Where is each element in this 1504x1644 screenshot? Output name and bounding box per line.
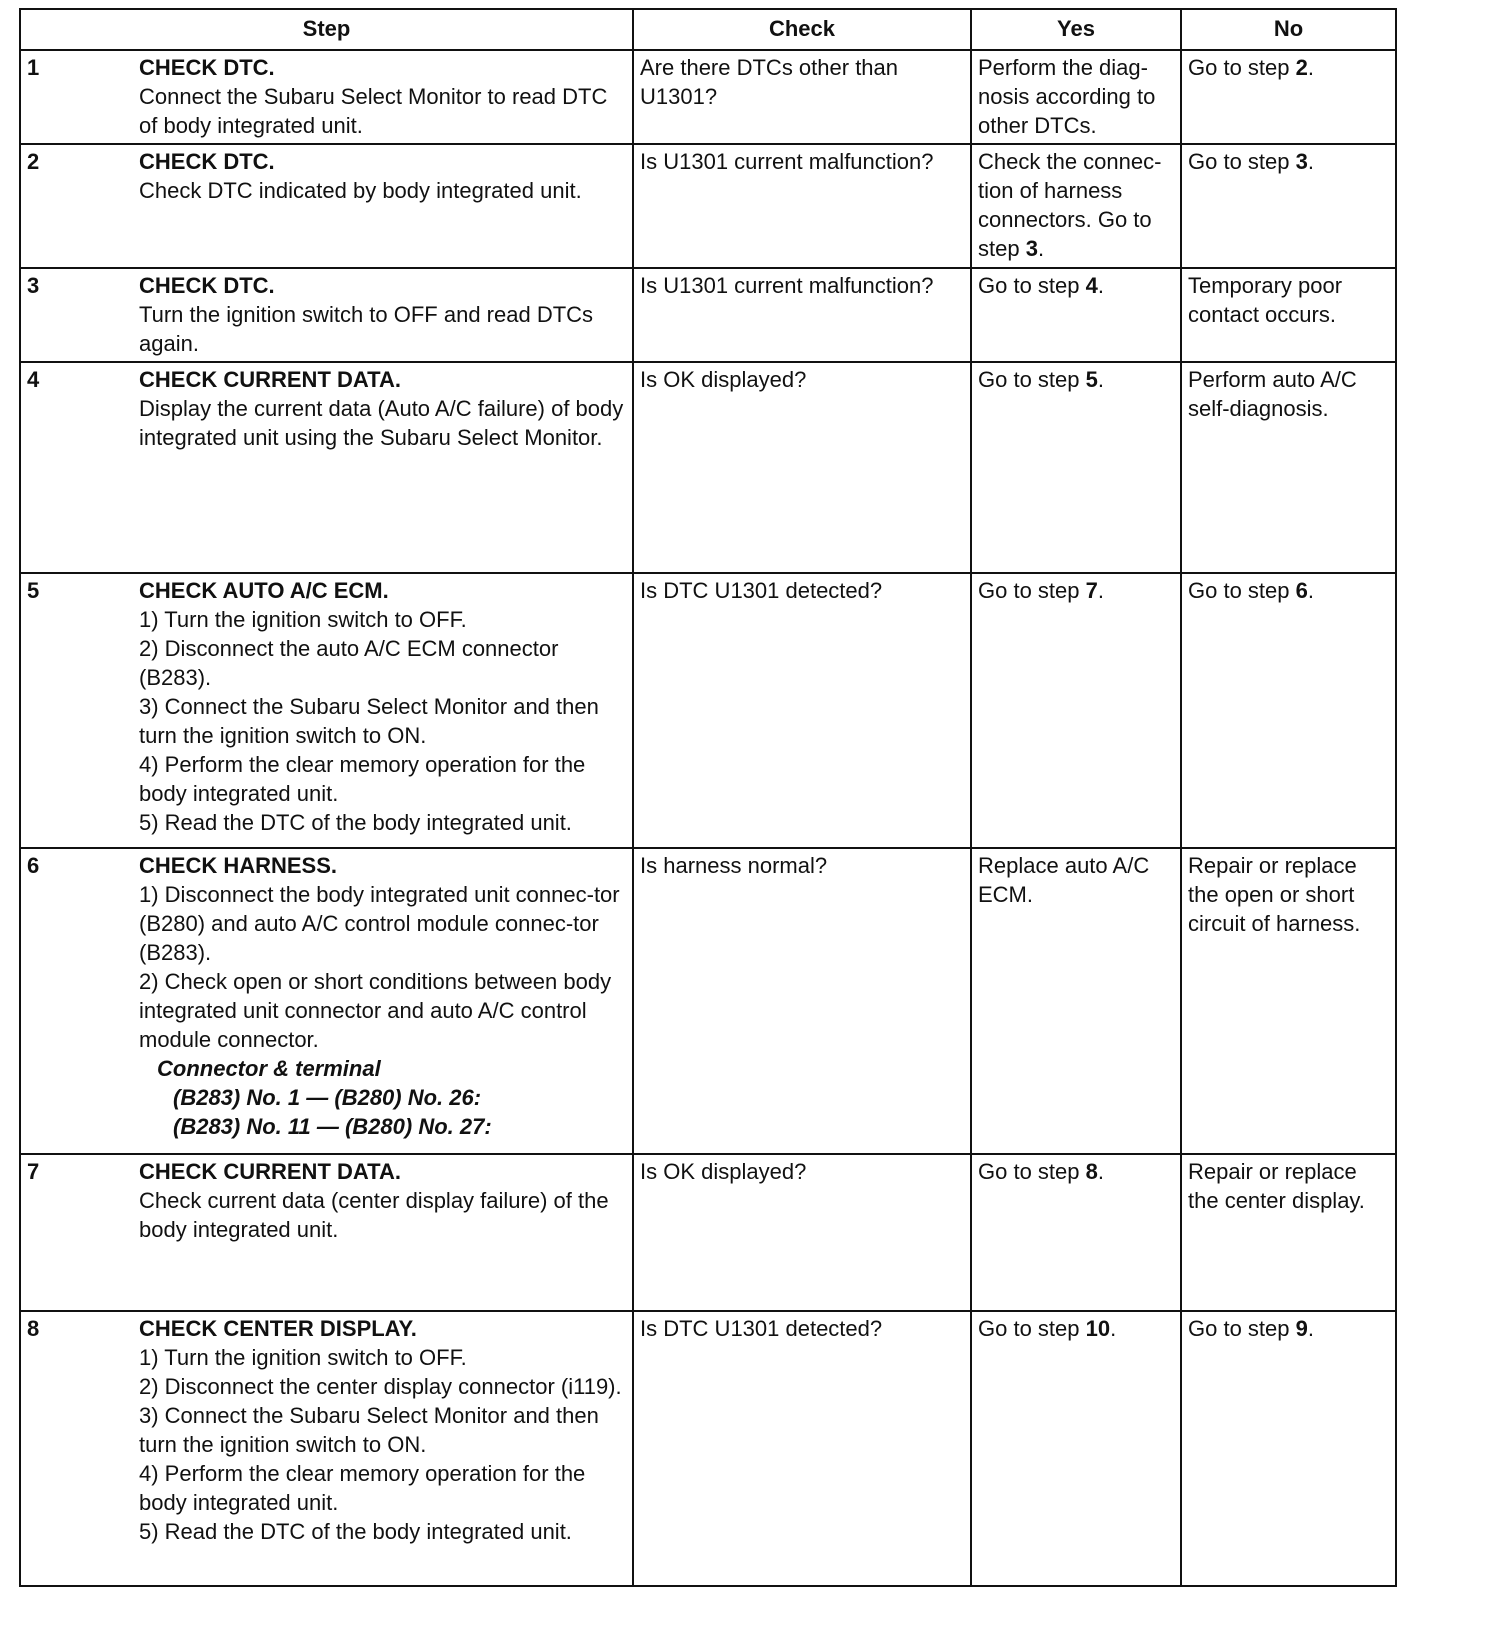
yes-cell: Perform the diag-nosis according to other DTCs.	[971, 50, 1181, 144]
step-title: CHECK AUTO A/C ECM.	[139, 578, 389, 603]
yes-text: Go to step	[978, 273, 1086, 298]
table-row	[20, 848, 1396, 1154]
no-cell	[1181, 144, 1396, 268]
yes-suffix: .	[1097, 1159, 1104, 1184]
header-no: No	[1181, 9, 1396, 50]
check-cell: Are there DTCs other than U1301?	[633, 50, 971, 144]
no-text: Go to step	[1188, 1316, 1296, 1341]
yes-text: Go to step	[978, 1316, 1086, 1341]
step-item: 2) Disconnect the center display connector (i119).	[139, 1374, 622, 1399]
no-suffix: .	[1307, 1316, 1314, 1341]
step-item: 2) Disconnect the auto A/C ECM connector (B283).	[139, 636, 559, 690]
step-cell	[20, 268, 633, 362]
yes-text: Go to step	[978, 1159, 1086, 1184]
step-item: 3) Connect the Subaru Select Monitor and then turn the ignition switch to ON.	[139, 1403, 599, 1457]
no-text: Go to step	[1188, 55, 1296, 80]
yes-suffix: .	[1097, 273, 1104, 298]
step-item: 1) Turn the ignition switch to OFF.	[139, 1345, 467, 1370]
step-item: 4) Perform the clear memory operation for the body integrated unit.	[139, 752, 586, 806]
step-item: 2) Check open or short conditions between body integrated unit connector and auto A/C control module connector.	[139, 969, 612, 1052]
step-title: CHECK CENTER DISPLAY.	[139, 1316, 417, 1341]
step-title: CHECK DTC.	[139, 55, 275, 80]
yes-cell	[971, 1154, 1181, 1311]
step-cell	[20, 144, 633, 268]
step-item: 4) Perform the clear memory operation for the body integrated unit.	[139, 1461, 586, 1515]
step-cell	[20, 1154, 633, 1311]
step-cell	[20, 50, 633, 144]
yes-text: Go to step	[978, 578, 1086, 603]
table-row	[20, 1154, 1396, 1311]
check-cell: Is harness normal?	[633, 848, 971, 1154]
step-number: 6	[27, 853, 40, 878]
no-cell: Repair or replace the open or short circuit of harness.	[1181, 848, 1396, 1154]
step-title: CHECK DTC.	[139, 149, 275, 174]
header-yes: Yes	[971, 9, 1181, 50]
step-cell	[20, 573, 633, 848]
step-cell	[20, 848, 633, 1154]
step-number: 5	[27, 578, 40, 603]
step-number: 8	[27, 1316, 40, 1341]
header-step: Step	[20, 9, 633, 50]
step-description: Connect the Subaru Select Monitor to read DTC of body integrated unit.	[139, 84, 608, 138]
no-cell: Perform auto A/C self-diagnosis.	[1181, 362, 1396, 573]
check-cell: Is OK displayed?	[633, 1154, 971, 1311]
connector-terminal-item: (B283) No. 11 — (B280) No. 27:	[173, 1114, 492, 1139]
step-number: 1	[27, 55, 40, 80]
no-suffix: .	[1307, 55, 1314, 80]
yes-suffix: .	[1097, 367, 1104, 392]
step-item: 5) Read the DTC of the body integrated unit.	[139, 1519, 572, 1544]
yes-cell: Replace auto A/C ECM.	[971, 848, 1181, 1154]
step-number: 7	[27, 1159, 40, 1184]
step-number: 4	[27, 367, 40, 392]
yes-step-ref: 4	[1085, 273, 1098, 298]
yes-text: Check the connec-tion of harness connectors. Go to step	[978, 149, 1162, 261]
no-cell	[1181, 50, 1396, 144]
step-item: 3) Connect the Subaru Select Monitor and then turn the ignition switch to ON.	[139, 694, 599, 748]
step-item: 5) Read the DTC of the body integrated unit.	[139, 810, 572, 835]
step-cell	[20, 1311, 633, 1586]
connector-terminal-title: Connector & terminal	[157, 1056, 381, 1081]
step-title: CHECK CURRENT DATA.	[139, 1159, 401, 1184]
no-cell	[1181, 1311, 1396, 1586]
yes-step-ref: 7	[1085, 578, 1098, 603]
no-suffix: .	[1307, 578, 1314, 603]
yes-suffix: .	[1037, 236, 1045, 261]
step-item: 1) Turn the ignition switch to OFF.	[139, 607, 467, 632]
header-check: Check	[633, 9, 971, 50]
step-number: 3	[27, 273, 40, 298]
check-cell: Is U1301 current malfunction?	[633, 268, 971, 362]
check-cell: Is U1301 current malfunction?	[633, 144, 971, 268]
no-cell	[1181, 573, 1396, 848]
step-description: Check DTC indicated by body integrated unit.	[139, 178, 582, 203]
table-row	[20, 573, 1396, 848]
no-step-ref: 3	[1295, 149, 1308, 174]
yes-text: Go to step	[978, 367, 1086, 392]
yes-cell	[971, 144, 1181, 268]
step-description: Turn the ignition switch to OFF and read DTCs again.	[139, 302, 594, 356]
no-text: Go to step	[1188, 578, 1296, 603]
yes-step-ref: 5	[1085, 367, 1098, 392]
yes-cell	[971, 573, 1181, 848]
yes-step-ref: 10	[1085, 1316, 1111, 1341]
no-cell: Temporary poor contact occurs.	[1181, 268, 1396, 362]
table-row	[20, 50, 1396, 144]
no-step-ref: 2	[1295, 55, 1308, 80]
yes-suffix: .	[1110, 1316, 1117, 1341]
yes-cell	[971, 1311, 1181, 1586]
check-cell: Is DTC U1301 detected?	[633, 1311, 971, 1586]
step-number: 2	[27, 149, 40, 174]
step-title: CHECK DTC.	[139, 273, 275, 298]
step-title: CHECK HARNESS.	[139, 853, 338, 878]
no-suffix: .	[1307, 149, 1314, 174]
no-cell: Repair or replace the center display.	[1181, 1154, 1396, 1311]
check-cell: Is DTC U1301 detected?	[633, 573, 971, 848]
yes-step-ref: 8	[1085, 1159, 1098, 1184]
no-text: Go to step	[1188, 149, 1296, 174]
yes-suffix: .	[1097, 578, 1104, 603]
no-step-ref: 9	[1295, 1316, 1308, 1341]
diagnostic-table	[19, 8, 1397, 1587]
check-cell: Is OK displayed?	[633, 362, 971, 573]
header-row	[20, 9, 1396, 50]
step-cell	[20, 362, 633, 573]
step-description: Check current data (center display failure) of the body integrated unit.	[139, 1188, 609, 1242]
step-item: 1) Disconnect the body integrated unit connec-tor (B280) and auto A/C control module connec-tor (B283).	[139, 882, 620, 965]
table-row	[20, 144, 1396, 268]
yes-cell	[971, 362, 1181, 573]
yes-cell	[971, 268, 1181, 362]
connector-terminal-item: (B283) No. 1 — (B280) No. 26:	[173, 1085, 482, 1110]
table-row	[20, 1311, 1396, 1586]
table-row	[20, 362, 1396, 573]
table-row	[20, 268, 1396, 362]
yes-step-ref: 3	[1025, 236, 1038, 261]
step-title: CHECK CURRENT DATA.	[139, 367, 401, 392]
no-step-ref: 6	[1295, 578, 1308, 603]
step-description: Display the current data (Auto A/C failure) of body integrated unit using the Subaru Select Monitor.	[139, 396, 624, 450]
